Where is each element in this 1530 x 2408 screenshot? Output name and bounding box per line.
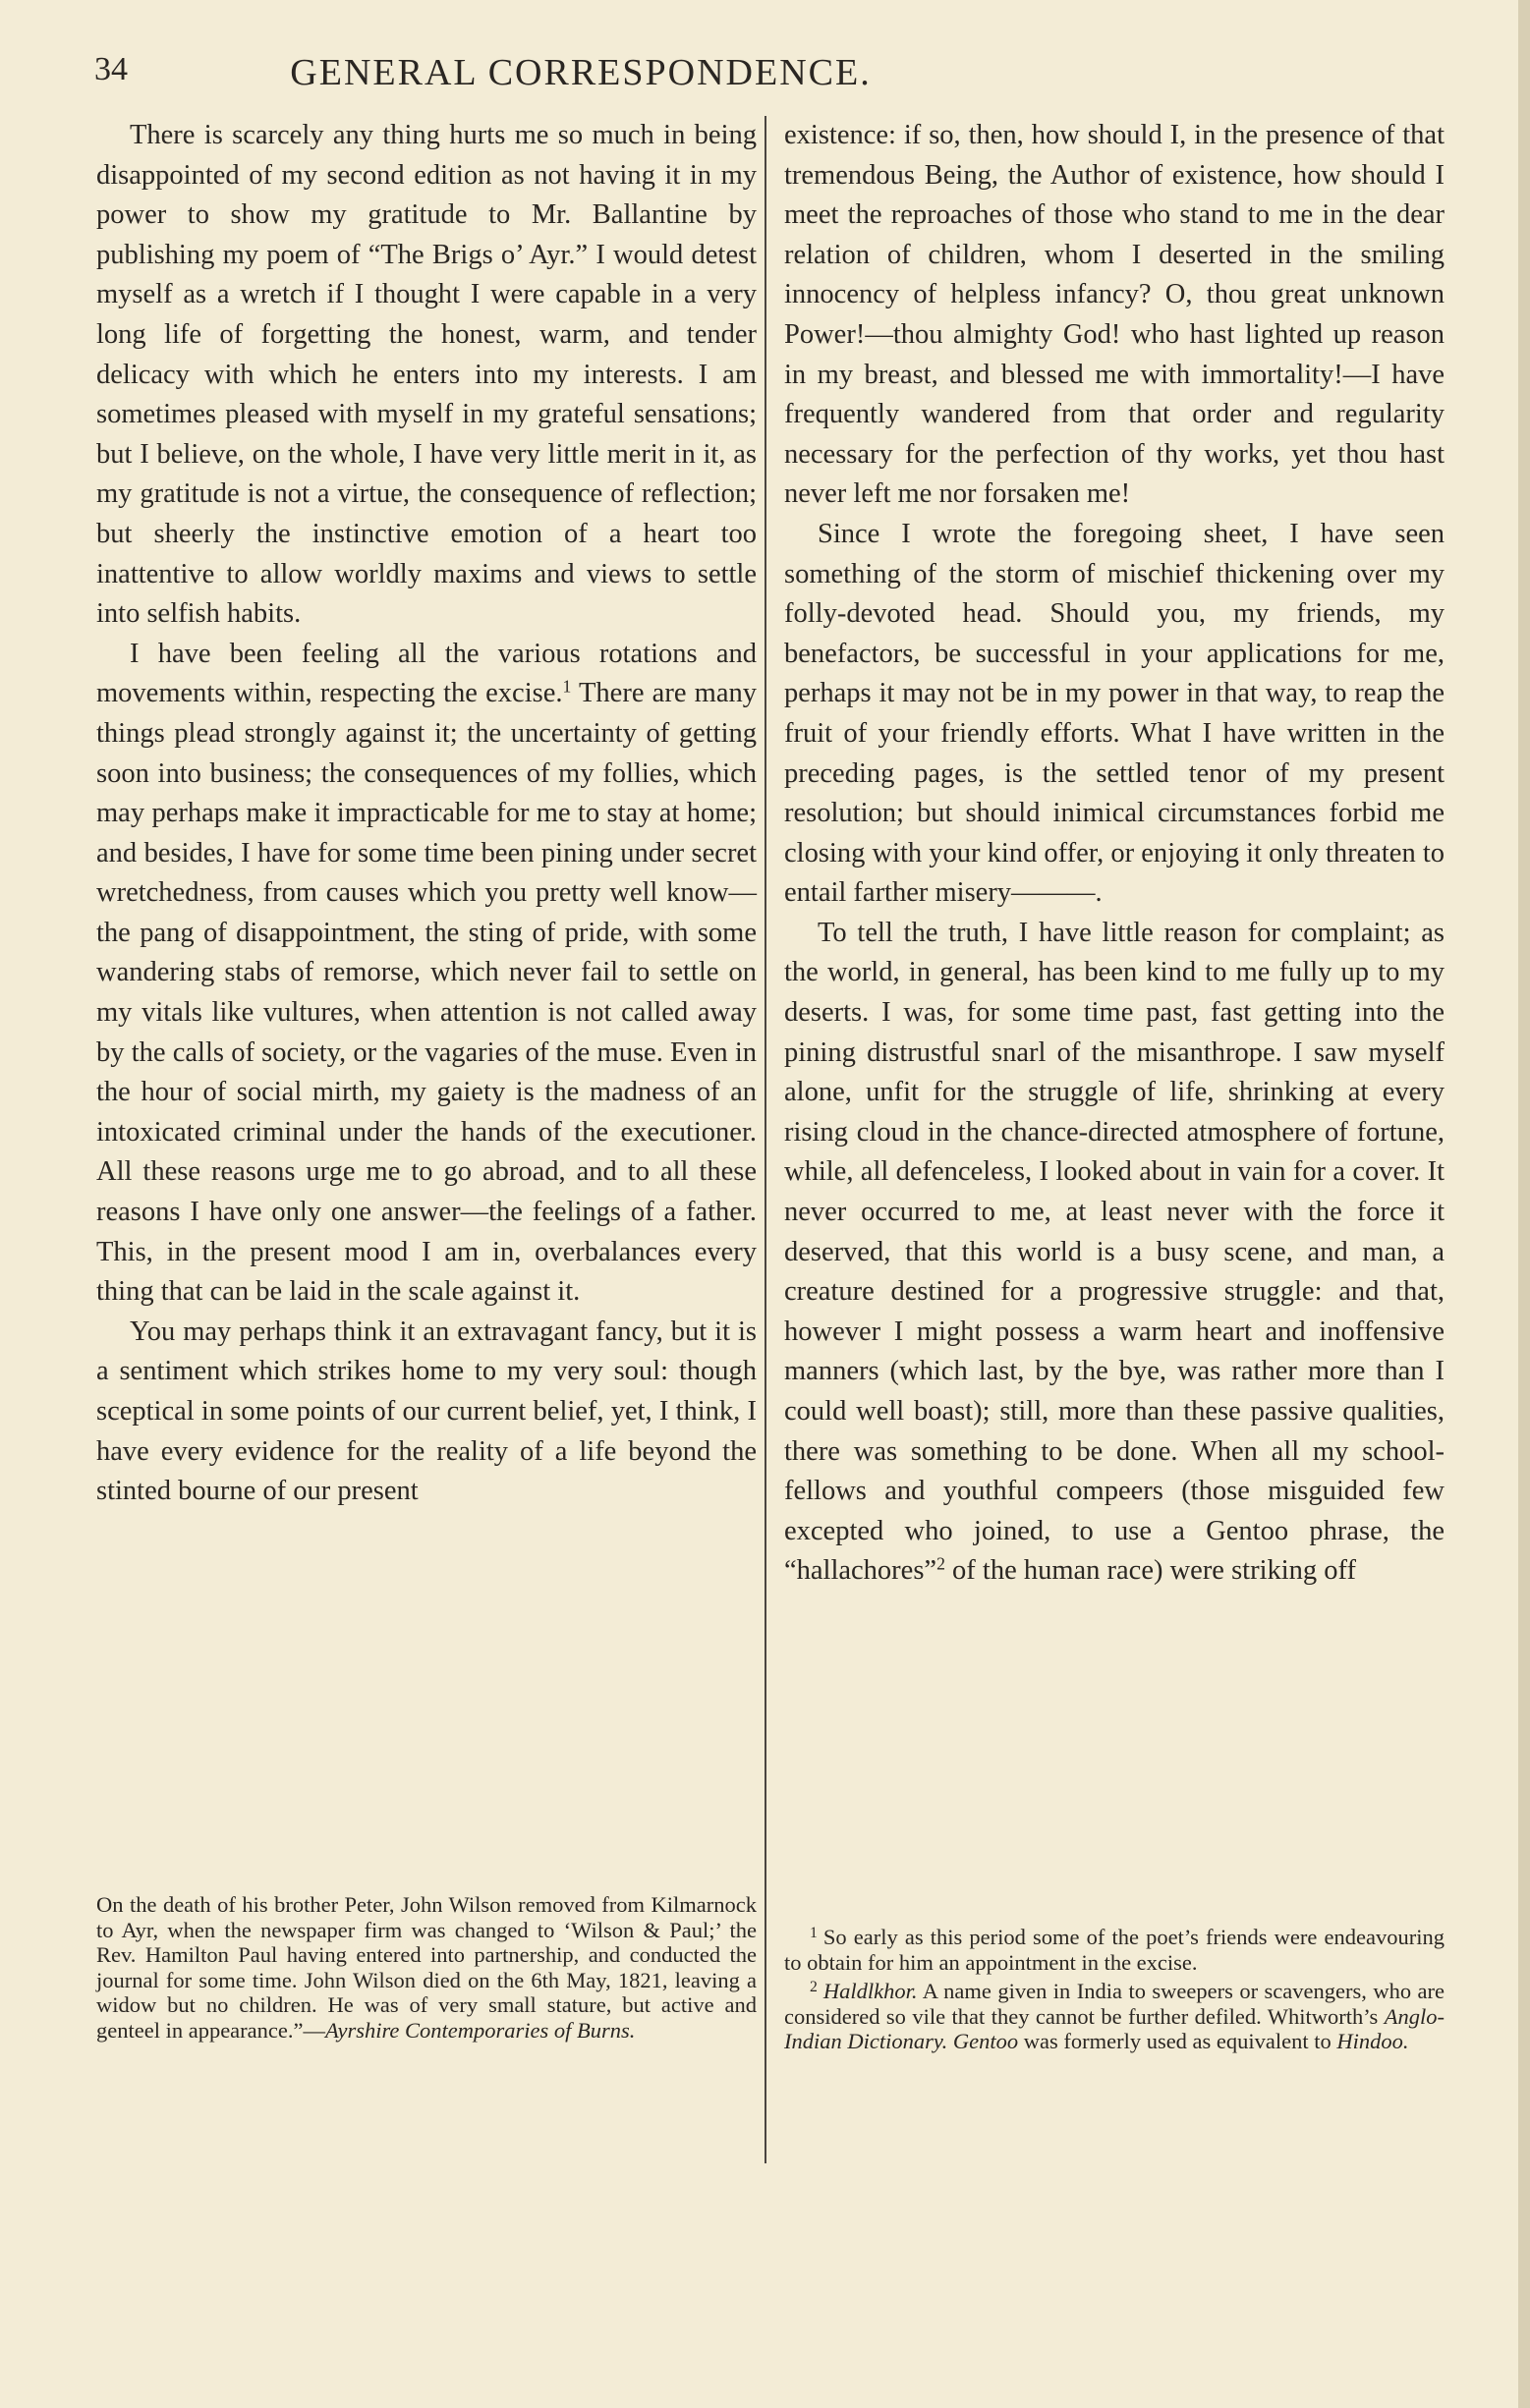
column-divider (765, 116, 766, 2163)
left-note-source: Ayrshire Contemporaries of Burns. (325, 2017, 636, 2043)
left-paragraph-2 (96, 635, 757, 1313)
footnote-2-mark: 2 (810, 1979, 818, 1996)
footnotes (784, 1921, 1445, 2054)
footnote-1-mark: 1 (810, 1925, 818, 1941)
left-note-body: On the death of his brother Peter, John Wilson removed from Kilmarnock to Ayr, when the newspaper firm was changed to ‘Wilson & Paul;’ the Rev. Hamilton Paul having entered into partnership, and conducted the journal for some time. John Wilson died on the 6th May, 1821, leaving a widow but no children. He was of very small stature, but active and genteel in appearance.”— (96, 1892, 757, 2043)
left-paragraph-2-rest: There are many things plead strongly against it; the uncertainty of getting soon into business; the consequences of my follies, which may perhaps make it impracticable for me to stay at home; and besides, I have for some time been pining under secret wretchedness, from causes which you pretty well know—the pang of disappointment, the sting of pride, with some wandering stabs of remorse, which never fail to settle on my vitals like vultures, when attention is not called away by the calls of society, or the vagaries of the muse. Even in the hour of social mirth, my gaiety is the madness of an intoxicated criminal under the hands of the executioner. All these reasons urge me to go abroad, and to all these reasons I have only one answer—the feelings of a father. This, in the present mood I am in, overbalances every thing that can be laid in the scale against it. (96, 678, 757, 1308)
right-column (784, 116, 1445, 1592)
left-paragraph-3: You may perhaps think it an extravagant fancy, but it is a sentiment which strikes home to my very soul: though sceptical in some points of our current belief, yet, I think, I have every evidence for the reality of a life beyond the stinted bourne of our present (96, 1316, 757, 1507)
right-paragraph-3-end: of the human race) were striking off (944, 1555, 1357, 1587)
footnote-ref-2: 2 (936, 1553, 945, 1574)
right-paragraph-3-start: To tell the truth, I have little reason for complaint; as the world, in general, has been kind to me fully up to my deserts. I was, for some time past, fast getting into the pining distrustful snarl of the misanthrope. I saw myself alone, unfit for the struggle of life, shrinking at every rising cloud in the chance-directed atmosphere of fortune, while, all defenceless, I looked about in vain for a cover. It never occurred to me, at least never with the force it deserved, that this world is a busy scene, and man, a creature destined for a progressive struggle: and that, however I might possess a warm heart and inoffensive manners (which last, by the bye, was rather more than I could well boast); still, more than these passive qualities, there was something to be done. When all my school-fellows and youthful compeers (those misguided few excepted who joined, to use a Gentoo phrase, the “hallachores” (784, 917, 1445, 1587)
page-number: 34 (94, 51, 128, 87)
left-paragraph-1: There is scarcely any thing hurts me so much in being disappointed of my second edition as not having it in my power to show my gratitude to Mr. Ballantine by publishing my poem of “The Brigs o’ Ayr.” I would detest myself as a wretch if I thought I were capable in a very long life of forgetting the honest, warm, and tender delicacy with which he enters into my interests. I am sometimes pleased with myself in my grateful sensations; but I believe, on the whole, I have very little merit in it, as my gratitude is not a virtue, the consequence of reflection; but sheerly the instinctive emotion of a heart too inattentive to allow worldly maxims and views to settle into selfish habits. (96, 120, 757, 630)
left-paragraph-2-start: I have been feeling all the various rotations and movements within, respecting the excise. (96, 638, 757, 709)
footnote-2-book: Anglo-Indian Dictionary. (784, 2003, 1445, 2054)
left-column (96, 116, 757, 1512)
footnote-2-word: Gentoo (947, 2029, 1019, 2054)
right-paragraph-1: existence: if so, then, how should I, in the presence of that tremendous Being, the Author of existence, how should I meet the reproaches of those who stand to me in the dear relation of children, whom I deserted in the smiling innocency of helpless infancy? O, thou great unknown Power!—thou almighty God! who hast lighted up reason in my breast, and blessed me with immortality!—I have frequently wandered from that order and regularity necessary for the perfection of thy works, yet thou hast never left me nor forsaken me! (784, 120, 1445, 510)
page-edge (1518, 0, 1530, 2408)
footnote-ref-1: 1 (562, 676, 572, 697)
footnote-2-text: A name given in India to sweepers or scavengers, who are considered so vile that they cannot be further defiled. Whitworth’s (784, 1979, 1445, 2029)
right-paragraph-3 (784, 914, 1445, 1592)
left-note-text (96, 1892, 757, 2043)
page-header (94, 51, 1067, 100)
running-title: GENERAL CORRESPONDENCE. (290, 52, 872, 93)
footnote-1-text: So early as this period some of the poet’s friends were endeavouring to obtain for him an appointment in the excise. (784, 1925, 1445, 1975)
footnote-2-hindoo: Hindoo. (1336, 2029, 1409, 2054)
footnote-1 (784, 1921, 1445, 1975)
right-paragraph-2: Since I wrote the foregoing sheet, I have seen something of the storm of mischief thickening over my folly-devoted head. Should you, my friends, my benefactors, be successful in your applications for me, perhaps it may not be in my power in that way, to reap the fruit of your friendly efforts. What I have written in the preceding pages, is the settled tenor of my present resolution; but should inimical circumstances forbid me closing with your kind offer, or enjoying it only threaten to entail farther misery———. (784, 518, 1445, 909)
left-note (96, 1892, 757, 2043)
footnote-2-term: Haldlkhor. (822, 1979, 918, 2004)
footnote-2-text-2: was formerly used as equivalent to (1018, 2029, 1337, 2054)
footnote-2 (784, 1975, 1445, 2054)
